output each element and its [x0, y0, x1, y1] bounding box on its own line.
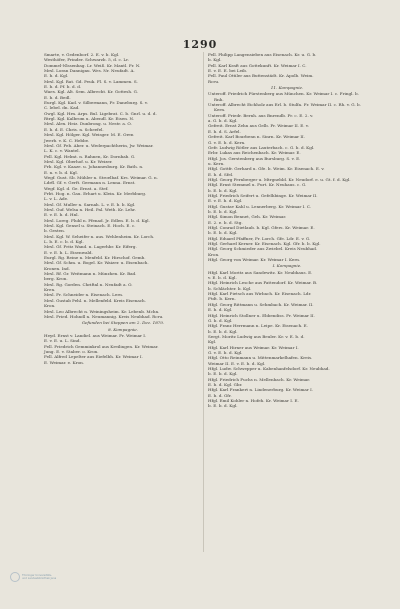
entry-line: Hfgl. Georg von Weimar. Kr. Weimar I. Kern.	[208, 257, 301, 263]
entry-line: Rtrgl. Kgl. Kalbrom u. Abendl. Kr. Eisen. N.	[44, 116, 135, 122]
entry-line: Mrsl. Gf. Schm. u. Bogel. Kr. Waizer. u. Eisenbach.	[44, 260, 149, 266]
entry-line: C. lebel. dn. Kad.	[44, 105, 80, 111]
library-watermark	[10, 568, 58, 586]
entry-line: Mrsl. Alex. Heiz. Dunbrong. u. Nestr. a. O.	[44, 121, 132, 127]
entry-line: E. v. E. b. d. Kgl.	[208, 198, 243, 204]
entry-line: L. K. c. v. Wantel.	[44, 148, 80, 154]
entry-line: Ftdt. b. Kern.	[208, 296, 236, 302]
entry-line: Hfgl. Gustav Kahl u. Lennerberg. Kr. Weimar I. C.	[208, 203, 312, 209]
entry-line: Waes. Kgl. Alt. Sem. Albrecht. Kr. Gottesh. G.	[44, 89, 139, 95]
entry-line: Kron.	[44, 303, 56, 309]
entry-line: Mrsl. Leo Albrecht n. Weiningsheim. Kr. Lebenb. Mchn.	[44, 308, 160, 314]
entry-line: E. v. E. u. L. Sind.	[44, 338, 81, 344]
entry-line: Rcru.	[208, 78, 220, 84]
entry-line: Hfgl. Emil Kohler n. Hofeh. Kr. Weimar I. E.	[208, 398, 299, 403]
entry-line: E. v. E. b. d. Hnl.	[44, 212, 79, 218]
entry-line: Kron.	[208, 251, 220, 257]
entry-line: u. Kern.	[208, 160, 225, 166]
entry-line: Mrsl. Fried. Hohndl n. Neumannig. Kreis Neubhad. Rcru.	[44, 313, 164, 319]
entry-line: E. Weimar. e. Kron.	[44, 359, 85, 365]
entry-line: Jung. E. v. Staber. o. Kron.	[44, 348, 99, 354]
entry-line: Gefreit. Ernst Zehn aus Gelb. Fr. Weimar II. E. v.	[208, 123, 310, 129]
entry-line: Mrsl. Kgl. Hölger. Kgl. Weisger. M. E. Oren	[44, 132, 134, 138]
entry-line: b. E. b. d. Kgl.	[208, 208, 238, 214]
entry-line: Westhöfer, Frinder. Schwarzb. 5, d. c. Lr.	[44, 57, 129, 63]
page-number: 1290	[182, 38, 218, 51]
entry-line: E. n. v. b. d. Kgl.	[44, 169, 78, 175]
entry-line: Hfgl. Heinrich Lesche aus Fattendorf. Kr. Weimar. B.	[208, 280, 318, 286]
entry-line: E. b. d. Gfr.	[208, 392, 232, 398]
entry-line: b. E. b. d. Kgl.	[208, 230, 238, 236]
entry-line: Fell. Philipp Langensieben aus Eisenach. Kr. u. G. b.	[208, 52, 317, 57]
entry-line: Hfgl. Karl Pietsch aus Wirbach. Kr. Eisenach. Ldr.	[208, 291, 312, 297]
entry-line: Hfgl. Gottfr. Gerhard u. Gfe. b. Weim. Kr. Eisenach. E. v.	[208, 166, 325, 172]
entry-line: b. E. b. d. Kgl.	[208, 403, 238, 409]
entry-line: Mrsl. Gustab Pehl. n. Mellenfeld. Kreis Eisenach.	[44, 297, 146, 303]
column-divider	[203, 52, 204, 552]
entry-line: E. v. E. b. L. Eisenwald.	[44, 249, 93, 255]
entry-line: Eurgl. Kgl. Kad. v. Silbermann, Fr. Daneburg. S. v.	[44, 100, 149, 106]
entry-line: Fell. Karl Kraft aus Gottekunft. Kr. Weimar I. C.	[208, 62, 307, 68]
entry-line: Smarte, v. Gedenborf. 2. E. v. b. Kgl.	[44, 52, 120, 57]
entry-line: Hfgl. Jos. Gerstenberg aus Bursburg. S. v. E.	[208, 155, 301, 161]
watermark-line: Thüringer Universitäts-	[22, 574, 52, 577]
library-logo-icon	[10, 572, 20, 582]
entry-line: L. b. E. c. b. d. Kgl.	[44, 239, 84, 245]
entry-line: Mrsl. Gf. Feb. Aber. u. Wederpachtherin, Jw. Weimar.	[44, 142, 154, 148]
entry-line: Mrsl. Loreg. Fluhl n. Pfenad. Jr. Edlen. E. b. d. Kgl.	[44, 217, 150, 223]
entry-line: Mrsl. Kgl. Oberhof. u. Kr. Weizer.	[44, 158, 113, 164]
entry-line: Eurgl. Rg. Reine n. Menfeld. Kr. Hirschof. Gemb.	[44, 255, 146, 261]
entry-line: Fell. Kgl. Helmt. n. Rahnen, Kr. Dornbab. G.	[44, 153, 136, 159]
watermark-text	[22, 574, 56, 580]
entry-line: Mrsl. Kgl. Gensel u. Steinach. E. Hoch. E. c.	[44, 223, 136, 228]
entry-line: Mrsl. Kgl. Rat. Gd. Peuk. Fl. S. v. Lammen. S.	[44, 78, 138, 84]
entry-line: Sergt. Moritz Ludwig aus Beuler. Kr. v. E. b. d.	[208, 333, 305, 339]
entry-line: G. v. E. b. d. Kgl.	[208, 349, 243, 355]
entry-line: Kgl.	[208, 339, 217, 345]
entry-line: Dommel-Nlssenbag. Lr. Weiß. Kr. Mantl. Fr. N.	[44, 62, 141, 68]
entry-line: Gefr. Ludwig Rötler aus Lauterbach. c. G. b. d. Kgl.	[208, 144, 315, 150]
entry-line: Mrsl. Guf. Welsa n. Heil. Pal. Weth. Kr. Lehr.	[44, 206, 136, 212]
entry-line: Jwerb. v. K. C. Hebbe.	[44, 137, 90, 143]
entry-line: Fell. Alfred Lepelter aus Eiefelbh. Kr. Weimar I.	[44, 354, 143, 360]
entry-line: Hfgl. Karl Frankert n. Lindenerburg. Kr. Weimar I.	[208, 387, 314, 393]
entry-line: Hfgl. Georg Schmieder aus Zwiebel. Kreis Neubhad.	[208, 246, 318, 252]
entry-line: b. Gesten.	[44, 228, 66, 234]
entry-line: L. v. L. Ade.	[44, 196, 69, 202]
entry-line: E. b. d. Kgl.	[208, 307, 233, 313]
entry-line: b. E. b. d. Kgl.	[208, 371, 238, 377]
entry-line: Hfgl. Georg Fernberger u. Mtrgnebld. Kr. Neudorf. e. u. Gt. f. d. Kgl.	[208, 176, 351, 182]
entry-line: Kren.	[44, 287, 56, 293]
entry-line: Gefunden bei Stappen am 2. Dez. 1870.	[81, 320, 165, 326]
entry-line: Fell. Friedrich Gemminkrol aus Kreilingen. Kr. Weimar.	[44, 343, 159, 349]
right-column	[208, 52, 366, 409]
watermark-line: und Landesbibliothek Jena	[22, 577, 57, 580]
entry-line: E. b. d. Pf. b. d. d.	[44, 84, 82, 90]
entry-line: E. b. d. Kgl.	[44, 73, 69, 79]
entry-line: Mrsl. Gf. Fritz Wand. n. Lagerhbr. Kr. Eiferg.	[44, 244, 137, 250]
entry-line: Hfgl. Eduard Pfaffner, Fr. Lorch. Gfe. Ldr. E. v. G.	[208, 235, 311, 241]
entry-line: Weimar II. E. v. E. b. d. Kgl.	[208, 360, 266, 366]
entry-line: Gefreit. Karl Bourbenn n. Sinrn. Kr. Weimar II.	[208, 134, 305, 140]
entry-line: Hfgl. Ernst Stemmel u. Furt. Kr. Neuhaus. c. G.	[208, 182, 307, 188]
entry-line: Hfgl. Conrad Dietlaub. b. Kgl. Gfers. Kr. Weimar. E.	[208, 225, 315, 230]
entry-line: Mrsl. Rf. Gr. Weitmann n. Münzhen. Kr. Bad.	[44, 271, 137, 277]
entry-line: Mrsl. Rg. Gorden. Chriftal n. Neufadt a. O.	[44, 281, 133, 287]
entry-line: Unteroff. Albrecht Eichholz aus Erl. b. Stulfa. Fr. Weimar II. c. Rh. v. G. b. Kern.	[208, 102, 361, 113]
entry-line: Hfgl. Friedrich Seifert u. Gefelhbinge. Kr. Weimar II.	[208, 192, 318, 198]
entry-line: Erbr. Lukas aus Reichenbach. Kr. Weimar. E.	[208, 150, 301, 156]
entry-line: 11. Kompagnie.	[270, 85, 304, 91]
entry-line: Wegf. Kgl. d. Ge. Ernst. a. Stef.	[44, 185, 109, 191]
entry-line: E. b. d. S. Arfel.	[208, 128, 241, 134]
entry-line: Hfgl. Karl Hirner aus Weimar. Kr. Weimar I.	[208, 344, 299, 350]
entry-line: E. b. d. Sfel.	[208, 171, 234, 177]
entry-line: Fell. Paul Ottiler aus Buttenstädt. Kr. Apolb. Weim.	[208, 73, 314, 79]
entry-line: G. v. E. b. d. Kern.	[208, 139, 246, 145]
entry-line: Hfgl. Gerhard Kerner. Kr. Eisenach. Kgl. Gfr. b. b. Kgl.	[208, 241, 321, 247]
left-column	[44, 52, 202, 365]
entry-line: Hfgl. Franz Herrmann n. Leipe. Kr. Eisenach. E.	[208, 323, 308, 329]
entry-line: b. Schlächter. b. Kgl.	[208, 285, 252, 291]
entry-line: Mrsl. Fr. Schneider n. Eisenach. Lern.	[44, 292, 124, 298]
entry-line: b. E. b. d. Kgl.	[208, 328, 238, 334]
entry-line: E. b. d. Kgl. Gbr.	[208, 381, 243, 387]
entry-line: Frbt. Hog. n. Gau. Erhart u. Klein. Kr. Merbburg.	[44, 190, 147, 196]
entry-line: b. E. b. d. Kgl.	[208, 187, 238, 193]
entry-line: b. Kgl.	[208, 57, 222, 63]
entry-line: v. E. b. d. Kgl.	[208, 275, 237, 281]
entry-line: berg. Kron.	[44, 276, 68, 282]
entry-line: Frb. Kgl. v. Kaaze. u. Johannesburg. Kr. Bath. n.	[44, 164, 144, 170]
entry-line: I. Kompagnie.	[272, 263, 302, 269]
entry-line: Mrsl. Loran Dannigau. Wes. Nr. Neufadt. A.	[44, 68, 135, 74]
entry-line: Hfgl. Karl Moritz aus Sandewitz. Kr. Neubhaus. E.	[208, 269, 313, 275]
entry-line: Gwgl. Kgl. Hrn. Arps. Bul. Ligebrat. C. b. Gnrl. u. d. d.	[44, 110, 157, 116]
entry-line: Unteroff. Friedr. Bernh. aus Bnrendb. Fr. c. E. 2. v.	[208, 112, 314, 118]
entry-line: Kronen. Ind.	[44, 265, 70, 271]
entry-line: Hfgl. Georg Rittmann u. Sehmbach. Kr. Weimar. II.	[208, 301, 314, 307]
entry-line: Mrsl. Gf. Muller n. Sarnah. L. v. E. b. b. Kgl.	[44, 201, 136, 207]
entry-line: Ldrfl. Gf. v. Gerft. Germann n. Lenna. Ernst.	[44, 180, 136, 186]
entry-line: Hfgl. Otto Reinmann u. Mittenmarkelhafen. Kreis.	[208, 355, 313, 361]
entry-line: Unteroff. Friedrich Fürstenberg aus München. Kr. Weimar I. c. Fringl. b. Rnh.	[208, 91, 359, 102]
entry-line: Wegf. Gust. Sb. Mühler n. Stroelbaf. Krs. Weimar. G. n.	[44, 174, 158, 180]
entry-line: 8. Kompagnie.	[108, 326, 138, 332]
entry-line: Hfgl. Simon Bennet, Geh. Kr. Weimar.	[208, 214, 287, 220]
entry-line: E. b. d. E. Chris. n. Scheefel.	[44, 126, 104, 132]
entry-line: E. b. d. Bedl.	[44, 94, 71, 100]
entry-line: Heyd. Ernst v. Landiel. aus Weimar. Fr. Weimar I.	[44, 332, 147, 338]
entry-line: Hfgl. Ludw. Schwepper u. Kabenhanfelsdorf. Kr. Neubhad.	[208, 365, 330, 371]
entry-line: Hfgl. Friedrich Fuchs n. Mellenbach. Kr. Weimar.	[208, 376, 311, 382]
entry-line: E. 2. e. b. d. Stg.	[208, 219, 243, 225]
entry-line: a. G. b. d. Kgl.	[208, 118, 238, 124]
entry-line: Hfgl. Heinrich Stollner u. Ebbendiss. Fr. Weimar II.	[208, 312, 315, 318]
entry-line: E. v. E. E. bei Leib.	[208, 68, 248, 74]
entry-line: G. b. d. Kgl.	[208, 317, 233, 323]
entry-line: Mrsl. Kgl. W. Seheifer n. aus. Wehlenheim. Kr. Lorch.	[44, 233, 155, 239]
